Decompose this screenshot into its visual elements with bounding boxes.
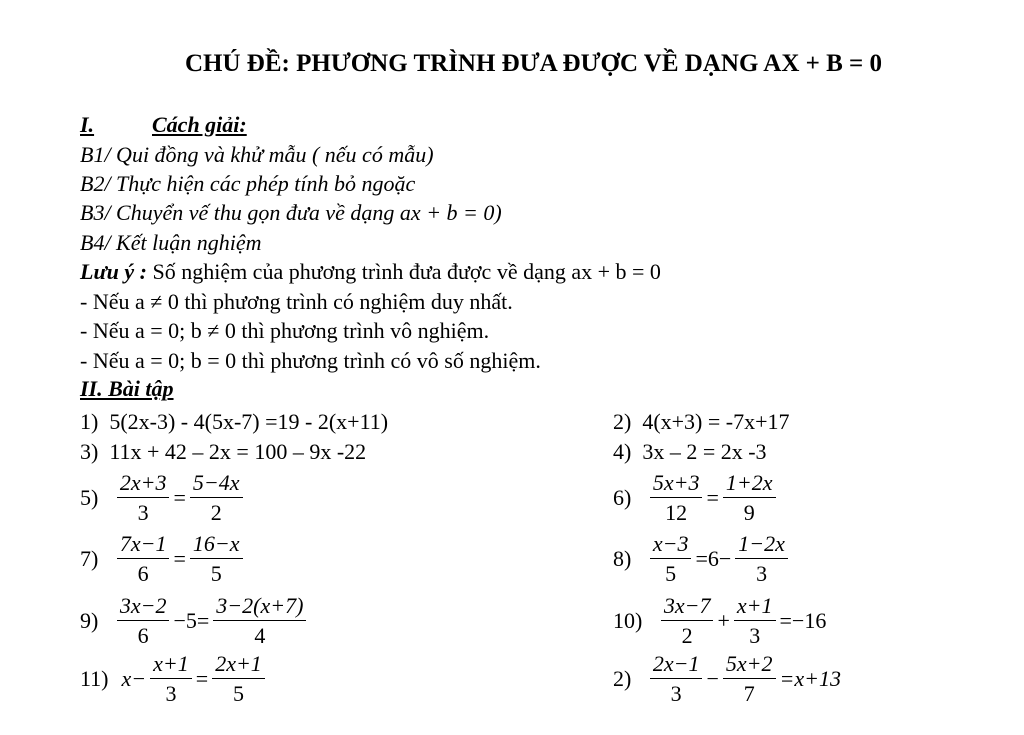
fraction-left bbox=[650, 470, 703, 527]
numerator: x+1 bbox=[734, 593, 776, 621]
exercise-5 bbox=[80, 468, 245, 528]
fraction-right bbox=[213, 593, 306, 650]
exercise-number: 4) bbox=[613, 439, 632, 464]
case-1: - Nếu a ≠ 0 thì phương trình có nghiệm duy nhất. bbox=[80, 289, 513, 314]
exercise-number: 8) bbox=[613, 546, 632, 571]
numerator: 3x−7 bbox=[661, 593, 714, 621]
operator: = bbox=[706, 485, 719, 510]
equation-text: 4(x+3) = -7x+17 bbox=[642, 409, 790, 434]
step-3: B3/ Chuyển vế thu gọn đưa về dạng ax + b = 0) bbox=[80, 200, 502, 225]
denominator: 3 bbox=[749, 622, 761, 648]
step-1: B1/ Qui đồng và khử mẫu ( nếu có mẫu) bbox=[80, 142, 434, 167]
denominator: 5 bbox=[233, 680, 244, 706]
numerator: x+1 bbox=[150, 651, 192, 679]
operator: = bbox=[195, 666, 209, 691]
exercise-8 bbox=[613, 529, 790, 589]
fraction-left bbox=[117, 470, 170, 527]
note-text: Số nghiệm của phương trình đưa được về dạng ax + b = 0 bbox=[146, 259, 661, 284]
numerator: 1+2x bbox=[723, 470, 776, 498]
exercise-10 bbox=[613, 591, 828, 651]
exercise-12 bbox=[613, 649, 843, 709]
fraction-right bbox=[734, 593, 776, 650]
numerator: 16−x bbox=[190, 531, 243, 559]
denominator: 9 bbox=[743, 499, 755, 525]
step-2: B2/ Thực hiện các phép tính bỏ ngoặc bbox=[80, 171, 416, 196]
operator: =6− bbox=[695, 546, 732, 571]
numerator: 5−4x bbox=[190, 470, 243, 498]
note-label: Lưu ý : bbox=[80, 259, 147, 284]
denominator: 5 bbox=[210, 560, 222, 586]
step-4: B4/ Kết luận nghiệm bbox=[80, 230, 262, 255]
denominator: 4 bbox=[254, 622, 266, 648]
exercise-1 bbox=[80, 407, 388, 437]
denominator: 12 bbox=[665, 499, 688, 525]
case-2: - Nếu a = 0; b ≠ 0 thì phương trình vô nghiệm. bbox=[80, 318, 490, 343]
numerator: 1−2x bbox=[735, 531, 788, 559]
section1-number: I. bbox=[80, 112, 95, 137]
equation-text: 11x + 42 – 2x = 100 – 9x -22 bbox=[109, 439, 367, 464]
fraction-right bbox=[723, 470, 776, 527]
note-line bbox=[80, 259, 661, 285]
right-hand-side: =−16 bbox=[779, 608, 827, 633]
denominator: 3 bbox=[137, 499, 149, 525]
exercise-9 bbox=[80, 591, 308, 651]
denominator: 5 bbox=[665, 560, 677, 586]
denominator: 6 bbox=[137, 560, 149, 586]
fraction-left bbox=[150, 651, 192, 708]
exercise-11 bbox=[80, 649, 267, 709]
denominator: 2 bbox=[681, 622, 693, 648]
denominator: 3 bbox=[670, 680, 682, 706]
section1-title: Cách giải: bbox=[152, 112, 247, 137]
fraction-right bbox=[735, 531, 788, 588]
fraction-right bbox=[190, 531, 243, 588]
exercise-number: 10) bbox=[613, 608, 643, 633]
numerator: 5x+3 bbox=[650, 470, 703, 498]
exercise-3 bbox=[80, 437, 366, 467]
case-3: - Nếu a = 0; b = 0 thì phương trình có vô số nghiệm. bbox=[80, 348, 541, 373]
denominator: 3 bbox=[756, 560, 768, 586]
numerator: 2x+1 bbox=[212, 651, 265, 679]
exercise-number: 1) bbox=[80, 409, 99, 434]
numerator: 5x+2 bbox=[723, 651, 776, 679]
exercise-number: 2) bbox=[613, 666, 632, 691]
fraction-right bbox=[723, 651, 776, 708]
exercise-number: 6) bbox=[613, 485, 632, 510]
numerator: 2x+3 bbox=[117, 470, 170, 498]
numerator: 7x−1 bbox=[117, 531, 170, 559]
exercise-2 bbox=[613, 407, 790, 437]
operator: −5= bbox=[173, 608, 210, 633]
exercise-number: 5) bbox=[80, 485, 99, 510]
equation-text: 5(2x-3) - 4(5x-7) =19 - 2(x+11) bbox=[109, 409, 389, 434]
denominator: 7 bbox=[743, 680, 755, 706]
denominator: 2 bbox=[210, 499, 222, 525]
exercise-6 bbox=[613, 468, 778, 528]
fraction-left bbox=[661, 593, 714, 650]
denominator: 6 bbox=[137, 622, 149, 648]
fraction-left bbox=[650, 531, 692, 588]
fraction-left bbox=[117, 593, 170, 650]
exercise-number: 9) bbox=[80, 608, 99, 633]
equation-text: 3x – 2 = 2x -3 bbox=[642, 439, 767, 464]
numerator: x−3 bbox=[650, 531, 692, 559]
exercise-number: 7) bbox=[80, 546, 99, 571]
fraction-right bbox=[190, 470, 243, 527]
exercise-7 bbox=[80, 529, 245, 589]
operator: − bbox=[706, 666, 719, 691]
operator: + bbox=[717, 608, 730, 633]
exercise-number: 11) bbox=[80, 666, 109, 691]
fraction-left bbox=[117, 531, 170, 588]
section2-title: II. Bài tập bbox=[80, 376, 174, 401]
exercise-number: 2) bbox=[613, 409, 632, 434]
denominator: 3 bbox=[165, 680, 177, 706]
numerator: 2x−1 bbox=[650, 651, 703, 679]
right-hand-side: =x+13 bbox=[779, 666, 841, 691]
numerator: 3−2(x+7) bbox=[213, 593, 306, 621]
numerator: 3x−2 bbox=[117, 593, 170, 621]
exercise-number: 3) bbox=[80, 439, 99, 464]
operator: = bbox=[173, 546, 186, 571]
leading-term: x− bbox=[121, 666, 147, 691]
exercise-4 bbox=[613, 437, 767, 467]
fraction-right bbox=[212, 651, 265, 708]
fraction-left bbox=[650, 651, 703, 708]
page-title: CHÚ ĐỀ: PHƯƠNG TRÌNH ĐƯA ĐƯỢC VỀ DẠNG AX + B = 0 bbox=[185, 50, 883, 77]
operator: = bbox=[173, 485, 186, 510]
